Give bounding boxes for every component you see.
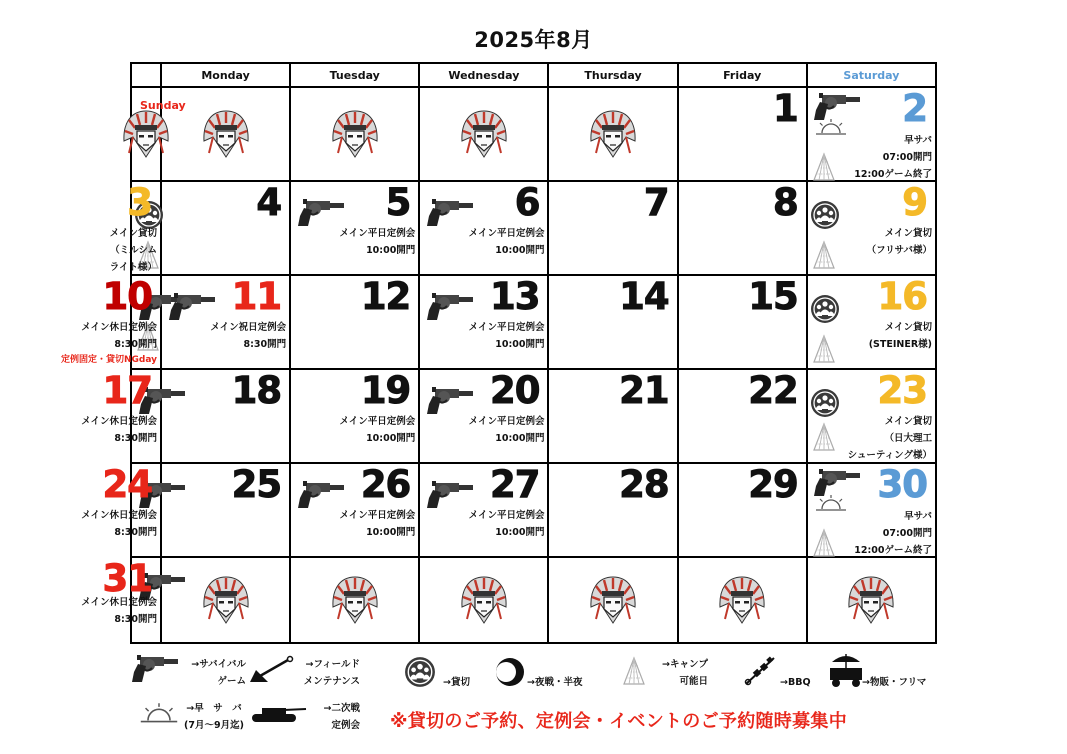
event-details: メイン貸切 （日大理工 シューティング様） xyxy=(847,416,932,461)
event-details: メイン貸切 (STEINER様) xyxy=(868,322,932,350)
chief-logo-icon xyxy=(586,107,640,161)
weekday-header-row xyxy=(131,63,936,87)
calendar-title: 2025年8月 xyxy=(474,28,593,52)
event-details: メイン平日定例会 10:00開門 xyxy=(468,510,545,538)
day-cell-4[interactable] xyxy=(161,181,290,275)
tent-icon xyxy=(812,152,836,182)
chief-logo-icon xyxy=(586,573,640,627)
day-number: 13 xyxy=(489,275,540,318)
day-cell-6[interactable] xyxy=(419,181,548,275)
closed-day-cell[interactable] xyxy=(419,87,548,181)
week-row-4 xyxy=(131,369,936,463)
closed-day-cell[interactable] xyxy=(131,87,161,181)
tent-icon xyxy=(622,656,646,686)
day-number: 26 xyxy=(360,463,411,506)
day-number: 14 xyxy=(619,275,669,318)
day-cell-20[interactable] xyxy=(419,369,548,463)
week-row-5 xyxy=(131,463,936,557)
day-cell-25[interactable] xyxy=(161,463,290,557)
legend-maintenance: →フィールド メンテナンス xyxy=(303,659,360,687)
day-number: 27 xyxy=(489,463,540,506)
day-number: 30 xyxy=(877,463,927,506)
day-number: 19 xyxy=(360,369,411,412)
event-details: メイン貸切 （フリサバ様） xyxy=(866,228,932,256)
day-cell-7[interactable] xyxy=(548,181,677,275)
tent-icon xyxy=(812,422,836,452)
day-number: 7 xyxy=(643,181,669,224)
legend-market: →物販・フリマ xyxy=(862,677,927,688)
closed-day-cell[interactable] xyxy=(548,557,677,643)
day-cell-2[interactable] xyxy=(807,87,936,181)
legend-charter: →貸切 xyxy=(443,677,470,688)
day-cell-8[interactable] xyxy=(678,181,807,275)
day-number: 18 xyxy=(231,369,282,412)
legend-camp: →キャンプ 可能日 xyxy=(662,659,708,687)
chief-logo-icon xyxy=(328,573,382,627)
event-details: メイン貸切 （ミルシム ライト様） xyxy=(109,228,157,273)
tent-icon xyxy=(812,334,836,364)
event-details: メイン休日定例会 8:30開門 xyxy=(81,510,157,538)
charter-group-icon xyxy=(810,388,840,418)
sunrise-icon xyxy=(140,702,178,724)
day-number: 4 xyxy=(256,181,282,224)
charter-group-icon xyxy=(810,200,840,230)
day-number: 10 xyxy=(102,275,152,318)
closed-day-cell[interactable] xyxy=(419,557,548,643)
reservation-notice: ※貸切のご予約、定例会・イベントのご予約随時募集中 xyxy=(390,711,847,732)
charter-group-icon xyxy=(810,294,840,324)
day-number: 15 xyxy=(748,275,798,318)
day-cell-17[interactable] xyxy=(81,369,161,463)
day-cell-24[interactable] xyxy=(81,463,161,557)
day-number: 20 xyxy=(489,369,540,412)
week-row-3 xyxy=(131,275,936,369)
closed-day-cell[interactable] xyxy=(548,87,677,181)
day-cell-5[interactable] xyxy=(290,181,419,275)
weekday-friday: Friday xyxy=(678,63,807,87)
day-number: 28 xyxy=(619,463,669,506)
day-cell-22[interactable] xyxy=(678,369,807,463)
day-cell-14[interactable] xyxy=(548,275,677,369)
day-cell-1[interactable] xyxy=(678,87,807,181)
day-number: 3 xyxy=(127,181,152,224)
week-row-6 xyxy=(131,557,936,643)
tank-icon xyxy=(250,700,306,724)
chief-logo-icon xyxy=(199,573,253,627)
day-number: 16 xyxy=(877,275,927,318)
closed-day-cell[interactable] xyxy=(678,557,807,643)
sunrise-icon xyxy=(816,494,846,512)
day-cell-19[interactable] xyxy=(290,369,419,463)
day-cell-18[interactable] xyxy=(161,369,290,463)
legend-night: →夜戦・半夜 xyxy=(527,677,583,688)
day-number: 6 xyxy=(514,181,540,224)
legend-ww2: →二次戦 定例会 xyxy=(323,703,360,731)
chief-logo-icon xyxy=(457,107,511,161)
day-cell-16[interactable] xyxy=(807,275,936,369)
day-number: 22 xyxy=(748,369,798,412)
day-cell-23[interactable] xyxy=(807,369,936,463)
day-cell-26[interactable] xyxy=(290,463,419,557)
day-number: 29 xyxy=(748,463,798,506)
legend-survival: →サバイバル ゲーム xyxy=(191,659,246,687)
revolver-icon xyxy=(165,292,217,322)
day-number: 25 xyxy=(231,463,282,506)
day-number: 2 xyxy=(902,87,927,130)
chief-logo-icon xyxy=(457,573,511,627)
day-number: 23 xyxy=(877,369,927,412)
night-moon-icon xyxy=(494,656,526,688)
bbq-skewer-icon xyxy=(742,654,778,688)
event-details: メイン休日定例会 8:30開門 xyxy=(81,597,157,625)
calendar-grid xyxy=(60,62,937,644)
legend-bbq: →BBQ xyxy=(780,677,811,688)
event-details: メイン平日定例会 10:00開門 xyxy=(339,416,416,444)
shovel-icon xyxy=(248,656,296,684)
day-number: 5 xyxy=(385,181,411,224)
event-details: 早サバ 07:00開門 12:00ゲーム終了 xyxy=(854,511,932,556)
day-cell-15[interactable] xyxy=(678,275,807,369)
day-cell-13[interactable] xyxy=(419,275,548,369)
day-cell-9[interactable] xyxy=(807,181,936,275)
week-row-2 xyxy=(131,181,936,275)
revolver-icon xyxy=(423,292,475,322)
closed-day-cell[interactable] xyxy=(161,87,290,181)
day-cell-29[interactable] xyxy=(678,463,807,557)
chief-logo-icon xyxy=(328,107,382,161)
event-details: メイン休日定例会 8:30開門 xyxy=(81,322,157,350)
day-number: 21 xyxy=(619,369,669,412)
closed-day-cell[interactable] xyxy=(290,87,419,181)
chief-logo-icon xyxy=(844,573,898,627)
sunrise-icon xyxy=(816,118,846,136)
day-number: 24 xyxy=(102,463,152,506)
event-details: メイン平日定例会 10:00開門 xyxy=(468,322,545,350)
event-details: メイン休日定例会 8:30開門 xyxy=(81,416,157,444)
weekday-sunday: Sunday xyxy=(139,93,169,117)
day-number: 11 xyxy=(231,275,282,318)
revolver-icon xyxy=(423,480,475,510)
day-number: 8 xyxy=(773,181,798,224)
weekday-wednesday: Wednesday xyxy=(419,63,548,87)
legend-early: →早 サ バ (7月〜9月迄) xyxy=(184,703,244,731)
day-number: 9 xyxy=(902,181,927,224)
day-cell-10[interactable] xyxy=(60,275,161,369)
day-cell-12[interactable] xyxy=(290,275,419,369)
closed-day-cell[interactable] xyxy=(290,557,419,643)
weekday-monday: Monday xyxy=(161,63,290,87)
day-number: 17 xyxy=(102,369,152,412)
tent-icon xyxy=(812,528,836,558)
charter-group-icon xyxy=(404,656,436,688)
day-cell-3[interactable] xyxy=(109,181,161,275)
day-number: 1 xyxy=(773,87,798,130)
tent-icon xyxy=(812,240,836,270)
revolver-icon xyxy=(128,654,180,684)
day-cell-28[interactable] xyxy=(548,463,677,557)
day-cell-11[interactable] xyxy=(161,275,290,369)
revolver-icon xyxy=(294,198,346,228)
chief-logo-icon xyxy=(715,573,769,627)
day-number: 12 xyxy=(360,275,411,318)
fixed-event-note: 定例固定・貸切NGday xyxy=(60,355,157,365)
event-details: メイン平日定例会 10:00開門 xyxy=(468,416,545,444)
weekday-saturday: Saturday xyxy=(807,63,936,87)
week-row-1 xyxy=(131,87,936,181)
event-details: メイン平日定例会 10:00開門 xyxy=(339,228,416,256)
day-number: 31 xyxy=(102,557,152,600)
event-details: メイン平日定例会 10:00開門 xyxy=(468,228,545,256)
closed-day-cell[interactable] xyxy=(161,557,290,643)
event-details: メイン祝日定例会 8:30開門 xyxy=(210,322,287,350)
weekday-thursday: Thursday xyxy=(548,63,677,87)
event-details: メイン平日定例会 10:00開門 xyxy=(339,510,416,538)
revolver-icon xyxy=(423,386,475,416)
day-cell-21[interactable] xyxy=(548,369,677,463)
weekday-tuesday: Tuesday xyxy=(290,63,419,87)
revolver-icon xyxy=(423,198,475,228)
day-cell-31[interactable] xyxy=(81,557,161,643)
closed-day-cell[interactable] xyxy=(807,557,936,643)
market-cart-icon xyxy=(826,650,866,688)
revolver-icon xyxy=(294,480,346,510)
day-cell-30[interactable] xyxy=(807,463,936,557)
day-cell-27[interactable] xyxy=(419,463,548,557)
chief-logo-icon xyxy=(199,107,253,161)
event-details: 早サバ 07:00開門 12:00ゲーム終了 xyxy=(854,135,932,180)
